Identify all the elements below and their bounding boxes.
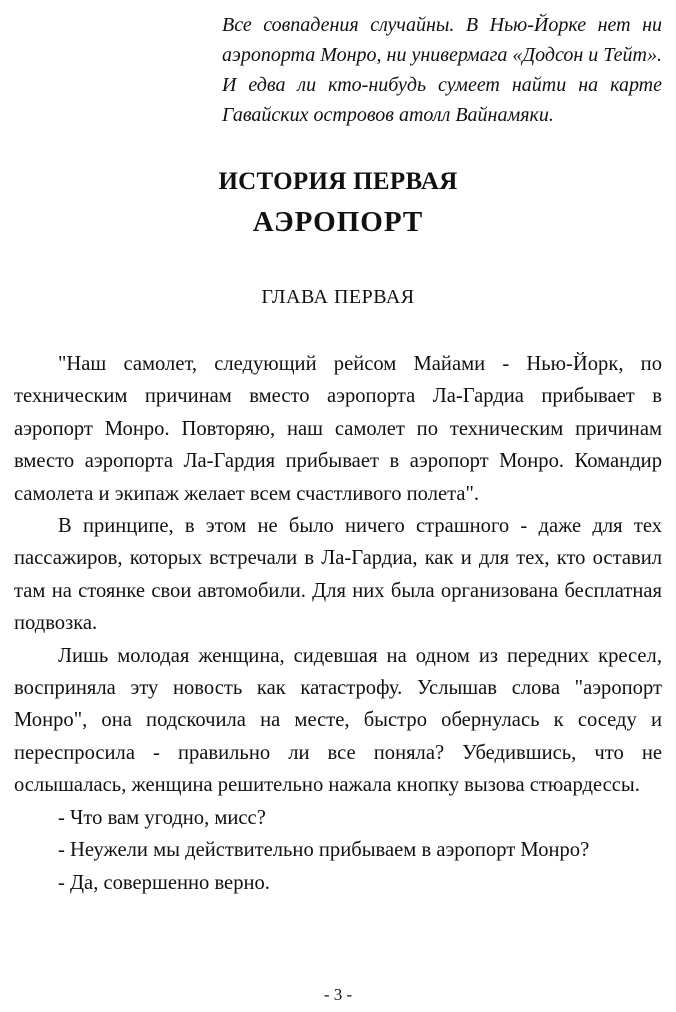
story-title-line-1: ИСТОРИЯ ПЕРВАЯ bbox=[218, 168, 458, 195]
paragraph: "Наш самолет, следующий рейсом Майами - Нью-Йорк, по техническим причинам вместо аэропорта Ла-Гардиа прибывает в аэропорт Монро. Повторяю, наш самолет по техническим причинам вместо аэропорта Ла-Гардия прибывает в аэропорт Монро. Командир самолета и экипаж желает всем счастливого полета". bbox=[14, 353, 662, 505]
epigraph: Все совпадения случайны. В Нью-Йорке нет ни аэропорта Монро, ни универмага «Додсон и Тейт». И едва ли кто-нибудь сумеет найти на карте Гавайских островов атолл Вайнамяки. bbox=[222, 14, 662, 126]
dialogue-line: - Да, совершенно верно. bbox=[58, 871, 270, 894]
dialogue-line: - Что вам угодно, мисс? bbox=[58, 806, 266, 829]
chapter-title: ГЛАВА ПЕРВАЯ bbox=[261, 286, 415, 308]
story-title-line-2: АЭРОПОРТ bbox=[252, 206, 424, 238]
dialogue-line: - Неужели мы действительно прибываем в аэропорт Монро? bbox=[58, 839, 590, 862]
body-text bbox=[14, 348, 662, 899]
paragraph: Лишь молодая женщина, сидевшая на одном из передних кресел, восприняла эту новость как катастрофу. Услышав слова "аэропорт Монро", она подскочила на месте, быстро обернулась к соседу и переспросила - правильно ли все поняла? Убедившись, что не ослышалась, женщина решительно нажала кнопку вызова стюардессы. bbox=[14, 644, 662, 797]
page-number: - 3 - bbox=[323, 985, 353, 1004]
paragraph: В принципе, в этом не было ничего страшного - даже для тех пассажиров, которых встречали в Ла-Гардиа, как и для тех, кто оставил там на стоянке свои автомобили. Для них была организована бесплатная подвозка. bbox=[14, 515, 662, 635]
